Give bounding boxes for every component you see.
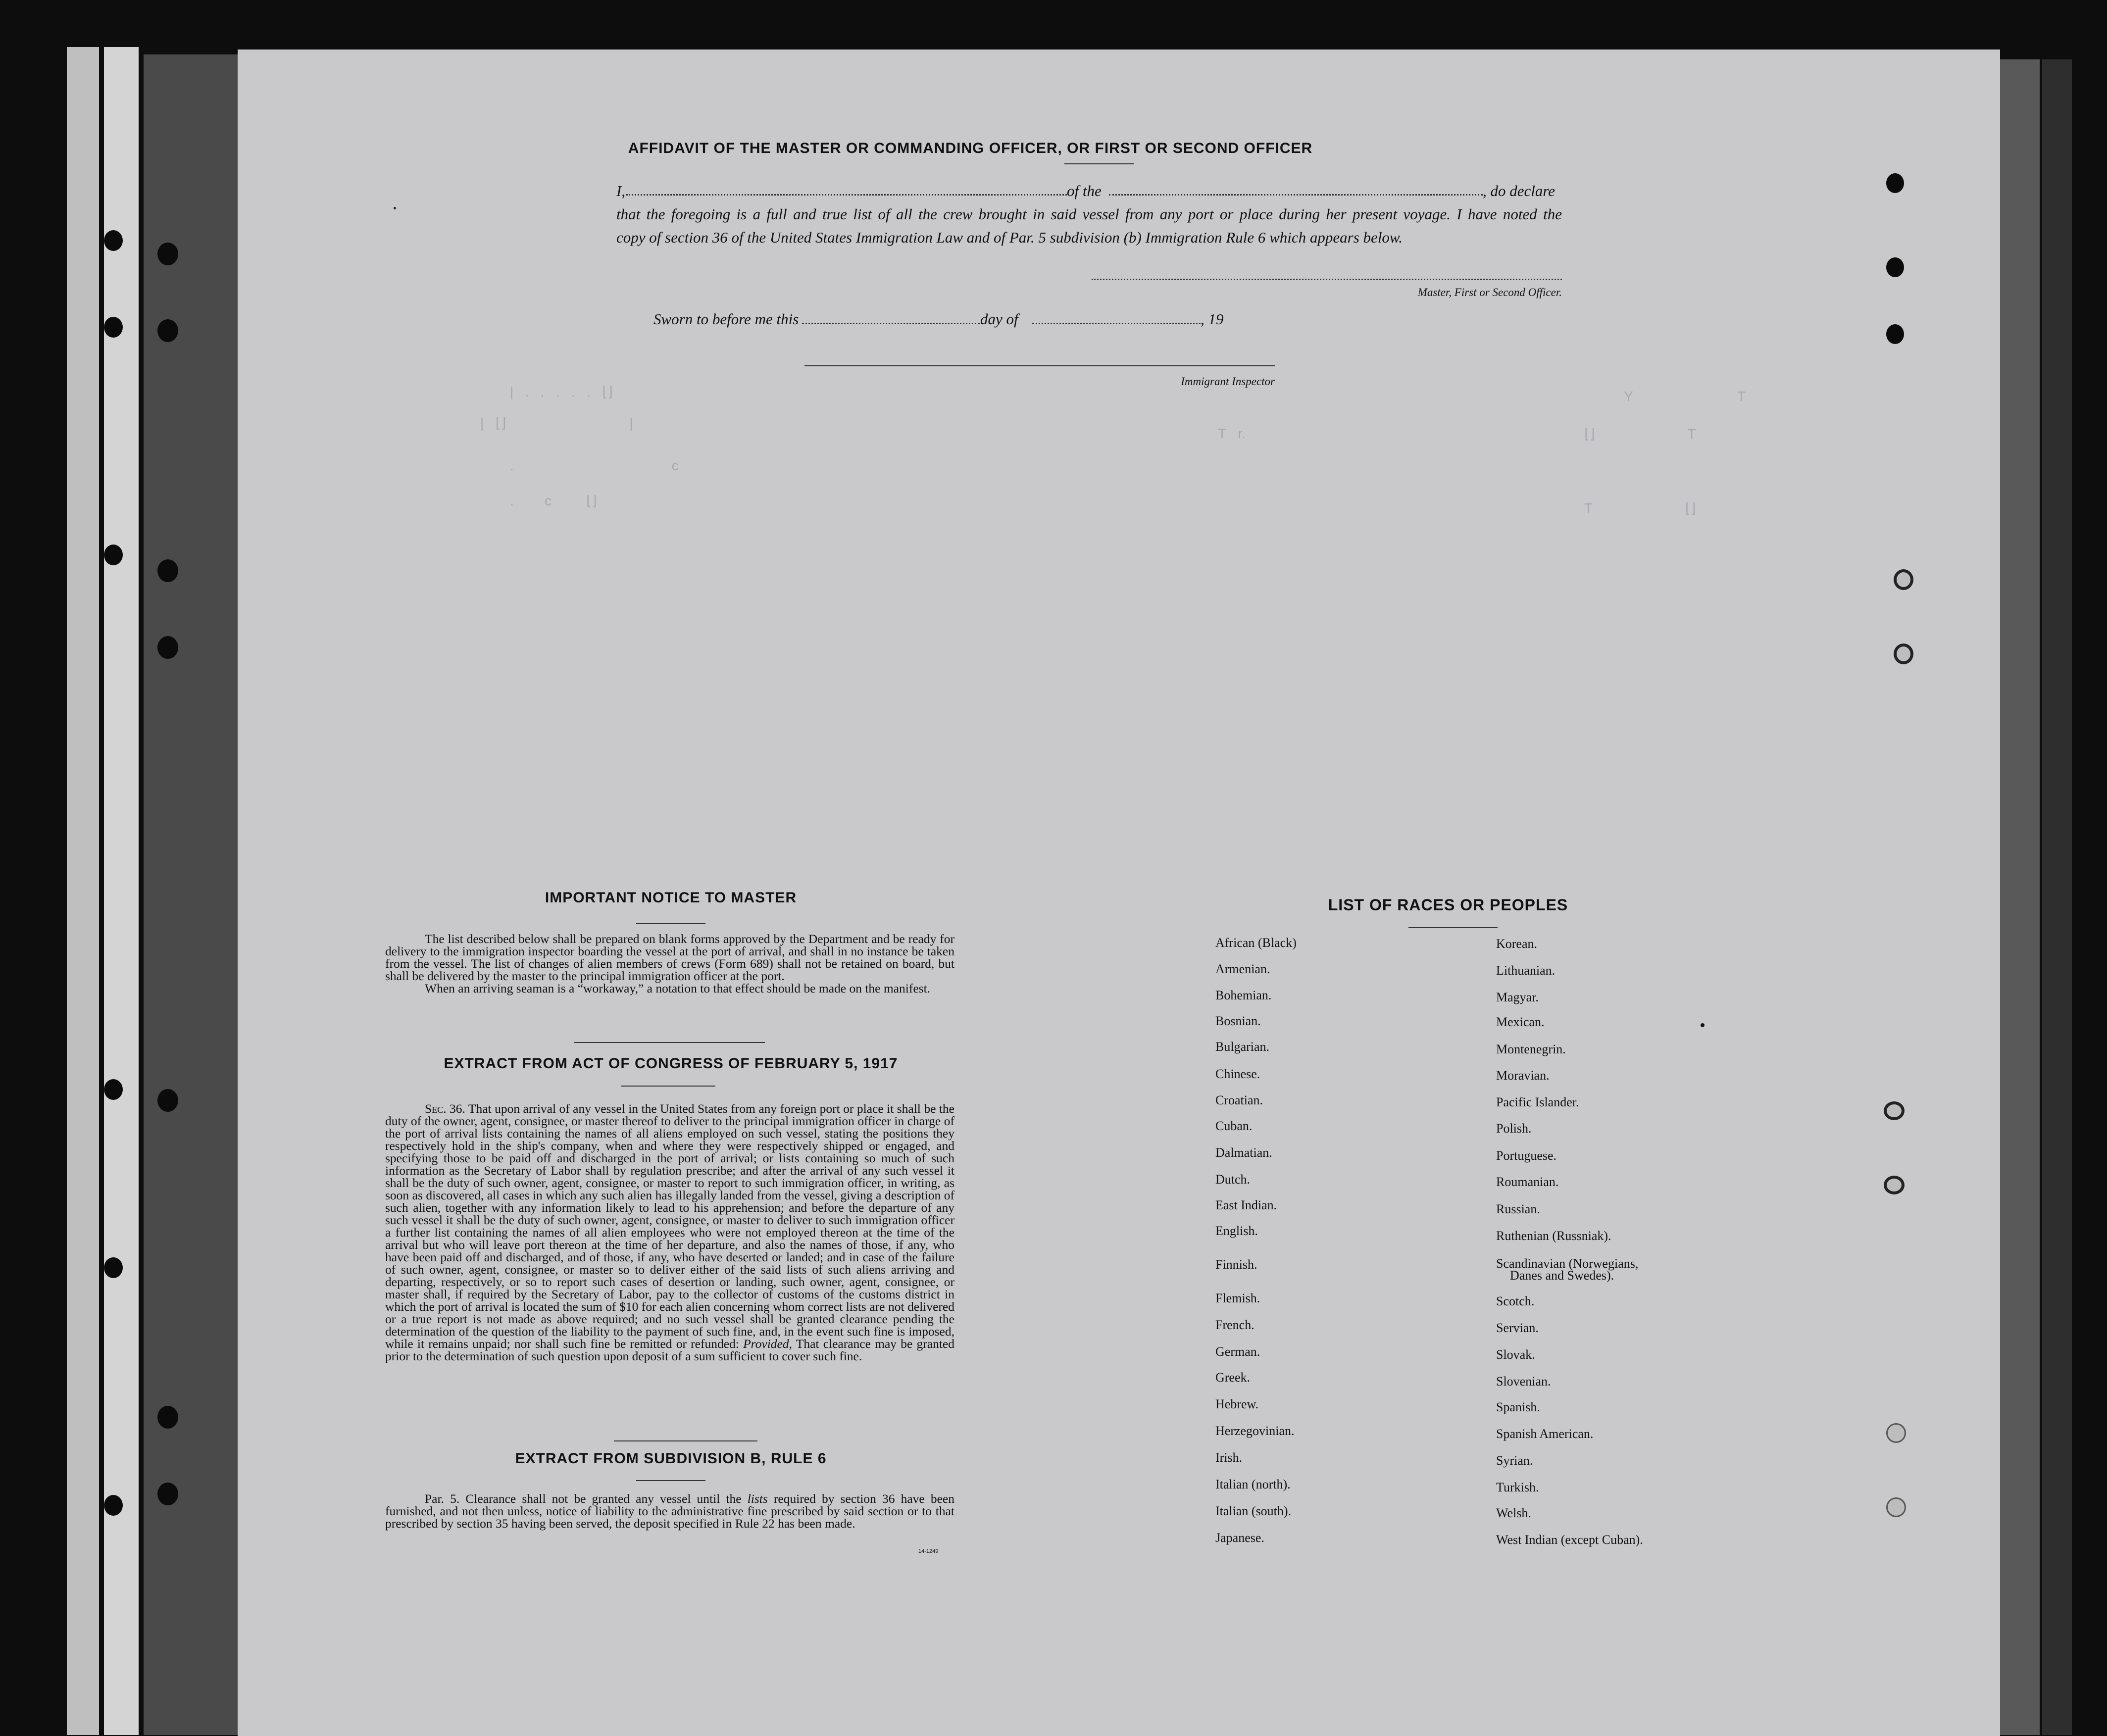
act-body: That upon arrival of any vessel in the United States from any foreign port or place it shall be the duty of the owner, agent, consignee, or master thereof to deliver to the principal immigration officer in charge of the port of arrival lists containing the names of all aliens employed on such vessel, stating the positions they respectively hold in the ship's company, when and where they were respectively shipped or engaged, and specifying those to be paid off and discharged in the port of arrival; or lists containing so much of such information as the Secretary of Labor shall by regulation prescribe; and after the arrival of any such vessel it shall be the duty of such owner, agent, consignee, or master to report to such immigration officer, in writing, as soon as discovered, all cases in which any such alien has illegally landed from the vessel, giving a description of such alien, together with any information likely to lead to his apprehension; and before the departure of any such vessel it shall be the duty of such owner, agent, consignee, or master to deliver to such immigration officer a further list containing the names of all alien employees who were not employed thereon at the time of the arrival but who will leave port thereon at the time of her departure, and also the names of those, if any, who have been paid off and discharged, and of those, if any, who have deserted or landed; and in case of the failure of such owner, agent, consignee, or master so to deliver either of the said lists of such aliens arriving and departing, respectively, or so to report such cases of desertion or landing, such owner, agent, consignee, or master shall, if required by the Secretary of Labor, pay to the collector of customs of the customs district in which the port of arrival is located the sum of $10 for each alien concerning whom correct lists are not delivered or a true report is not made as above required; and no such vessel shall be granted clearance pending the determination of the question of the liability to the payment of such fine, and, in the event such fine is imposed, while it remains unpaid; nor shall such fine be remitted or refunded: <box>385 1101 955 1351</box>
section-label: Sec. 36. <box>425 1101 465 1116</box>
race-item: Danes and Swedes). <box>1510 1268 1614 1283</box>
race-item: Syrian. <box>1496 1453 1533 1468</box>
name-field[interactable] <box>626 194 1067 196</box>
lists-word: lists <box>747 1491 768 1506</box>
race-item: Armenian. <box>1215 962 1270 976</box>
race-item: Korean. <box>1496 937 1538 951</box>
race-item: Italian (north). <box>1215 1477 1291 1491</box>
rule-extract-text <box>385 1492 954 1530</box>
punch-hole <box>1886 1497 1906 1517</box>
notice-paragraph: The list described below shall be prepared on blank forms approved by the Department and be ready for delivery to the immigration inspector boarding the vessel at the port of arrival, and shall in no instance be taken from the vessel. The list of changes of alien members of crews (Form 689) shall not be retained on board, but shall be delivered by the master to the principal immigration officer at the port. <box>385 932 954 983</box>
bleed-through-mark: | . . . . . ⌊⌋ <box>510 384 613 399</box>
rule-body: Par. 5. Clearance shall not be granted any vessel until the <box>425 1491 742 1506</box>
race-item: Italian (south). <box>1215 1504 1292 1518</box>
race-item: Spanish. <box>1496 1400 1540 1414</box>
punch-hole <box>157 319 178 342</box>
punch-hole <box>104 230 123 251</box>
race-item: Welsh. <box>1496 1506 1531 1520</box>
punch-hole <box>157 559 178 582</box>
act-extract-text <box>385 1102 954 1362</box>
race-item: Lithuanian. <box>1496 963 1555 978</box>
section-divider <box>614 1440 757 1441</box>
race-item: Polish. <box>1496 1121 1532 1136</box>
race-item: Scotch. <box>1496 1294 1535 1308</box>
punch-hole <box>104 545 123 565</box>
day-field[interactable] <box>802 323 980 324</box>
races-title: LIST OF RACES OR PEOPLES <box>1328 896 1568 914</box>
rule-body-end: required by section 36 have been furnished, and not then unless, notice of liability to the administrative fine prescribed by said section or to that prescribed by section 35 having been served, the deposit specified in Rule 22 has been made. <box>385 1491 954 1531</box>
race-item: English. <box>1215 1224 1258 1238</box>
race-item: Flemish. <box>1215 1291 1260 1305</box>
race-item: Moravian. <box>1496 1068 1550 1083</box>
bleed-through-mark: T r. <box>1218 426 1246 441</box>
master-signature-field[interactable] <box>1092 279 1562 280</box>
punch-hole <box>157 243 178 265</box>
race-item: Dalmatian. <box>1215 1145 1272 1160</box>
punch-hole <box>1894 569 1913 590</box>
race-item: Servian. <box>1496 1321 1539 1335</box>
section-divider <box>574 1042 765 1043</box>
punch-hole <box>157 1089 178 1112</box>
bleed-through-mark: T ⌊⌋ <box>1584 500 1696 516</box>
race-item: Mexican. <box>1496 1015 1545 1029</box>
punch-hole <box>1886 257 1904 277</box>
race-item: Slovenian. <box>1496 1374 1551 1389</box>
race-item: Cuban. <box>1215 1119 1253 1133</box>
race-item: Irish. <box>1215 1450 1243 1465</box>
bleed-through-mark: Y T <box>1624 389 1746 404</box>
race-item: Chinese. <box>1215 1067 1260 1081</box>
race-item: Scandinavian (Norwegians, <box>1496 1256 1639 1271</box>
race-item: Turkish. <box>1496 1480 1539 1494</box>
punch-hole <box>157 1483 178 1505</box>
month-field[interactable] <box>1032 323 1201 324</box>
title-underline <box>1064 163 1134 164</box>
race-item: German. <box>1215 1344 1260 1359</box>
title-underline <box>1408 927 1498 928</box>
punch-hole <box>157 636 178 659</box>
vessel-field[interactable] <box>1109 194 1483 196</box>
punch-hole <box>1884 1101 1905 1120</box>
race-item: Greek. <box>1215 1370 1251 1385</box>
act-extract-title: EXTRACT FROM ACT OF CONGRESS OF FEBRUARY 5, 1917 <box>444 1055 898 1072</box>
binder-strip <box>67 47 99 1735</box>
punch-hole <box>157 1406 178 1429</box>
race-item: Dutch. <box>1215 1172 1251 1187</box>
stray-mark <box>394 207 396 209</box>
race-item: Bohemian. <box>1215 988 1272 1002</box>
do-declare-label: , do declare <box>1483 182 1555 199</box>
punch-hole <box>1894 644 1913 664</box>
master-signature-label: Master, First or Second Officer. <box>1417 286 1562 298</box>
bleed-through-mark: . c ⌊⌋ <box>510 493 597 508</box>
affidavit-line: copy of section 36 of the United States Immigration Law and of Par. 5 subdivision (b) Immigration Rule 6 which appears below. <box>616 229 1403 246</box>
race-item: East Indian. <box>1215 1198 1277 1212</box>
race-item: West Indian (except Cuban). <box>1496 1533 1643 1547</box>
punch-hole <box>1886 1423 1906 1443</box>
race-item: Bulgarian. <box>1215 1040 1270 1054</box>
binder-margin <box>144 54 238 1735</box>
punch-hole <box>1886 173 1904 193</box>
race-item: Roumanian. <box>1496 1175 1559 1189</box>
act-body-end: That clearance may be granted prior to the determination of such question upon deposit of a sum sufficient to cover such fine. <box>385 1337 954 1363</box>
title-underline <box>636 923 705 924</box>
race-item: French. <box>1215 1318 1254 1332</box>
race-item: Croatian. <box>1215 1093 1263 1107</box>
race-item: Portuguese. <box>1496 1148 1557 1163</box>
race-item: Spanish American. <box>1496 1427 1594 1441</box>
notice-title: IMPORTANT NOTICE TO MASTER <box>545 890 797 906</box>
punch-hole <box>104 317 123 338</box>
title-underline <box>621 1086 715 1087</box>
punch-hole <box>104 1495 123 1516</box>
punch-hole <box>104 1257 123 1278</box>
form-number: 14-1249 <box>918 1548 939 1554</box>
bleed-through-mark: ⌊⌋ T <box>1584 426 1696 442</box>
race-item: Bosnian. <box>1215 1014 1261 1028</box>
race-item: Herzegovinian. <box>1215 1424 1295 1438</box>
bleed-through-mark: | ⌊⌋ | <box>480 415 633 431</box>
race-item: Pacific Islander. <box>1496 1095 1579 1109</box>
race-item: Hebrew. <box>1215 1397 1259 1411</box>
bleed-through-mark: . c <box>510 458 679 473</box>
affidavit-line: that the foregoing is a full and true list of all the crew brought in said vessel from any port or place during her present voyage. I have noted the <box>616 205 1562 223</box>
stray-mark <box>1701 1023 1705 1027</box>
punch-hole <box>1886 324 1904 344</box>
punch-hole <box>104 1079 123 1100</box>
of-the-label: of the <box>1067 182 1102 199</box>
sworn-label: Sworn to before me this <box>653 310 799 328</box>
race-item: Japanese. <box>1215 1531 1264 1545</box>
provided-word: Provided, <box>743 1337 792 1351</box>
race-item: Finnish. <box>1215 1257 1257 1272</box>
notice-paragraph: When an arriving seaman is a “workaway,” a notation to that effect should be made on the manifest. <box>425 981 931 995</box>
binder-strip <box>104 47 139 1735</box>
notice-text <box>385 933 954 994</box>
race-item: Montenegrin. <box>1496 1042 1566 1056</box>
year-label: , 19 <box>1201 310 1224 328</box>
race-item: Slovak. <box>1496 1347 1535 1362</box>
race-item: African (Black) <box>1215 936 1297 950</box>
day-of-label: day of <box>980 310 1018 328</box>
inspector-label: Immigrant Inspector <box>1181 375 1275 388</box>
punch-hole <box>1884 1176 1905 1194</box>
title-underline <box>636 1480 705 1481</box>
affidavit-title: AFFIDAVIT OF THE MASTER OR COMMANDING OFFICER, OR FIRST OR SECOND OFFICER <box>628 140 1313 156</box>
race-item: Magyar. <box>1496 990 1539 1004</box>
race-item: Russian. <box>1496 1202 1540 1216</box>
right-edge <box>2042 59 2072 1735</box>
rule-extract-title: EXTRACT FROM SUBDIVISION B, RULE 6 <box>515 1450 827 1467</box>
inspector-signature-field[interactable] <box>804 365 1275 366</box>
race-item: Ruthenian (Russniak). <box>1496 1229 1611 1243</box>
i-label: I, <box>616 182 626 199</box>
